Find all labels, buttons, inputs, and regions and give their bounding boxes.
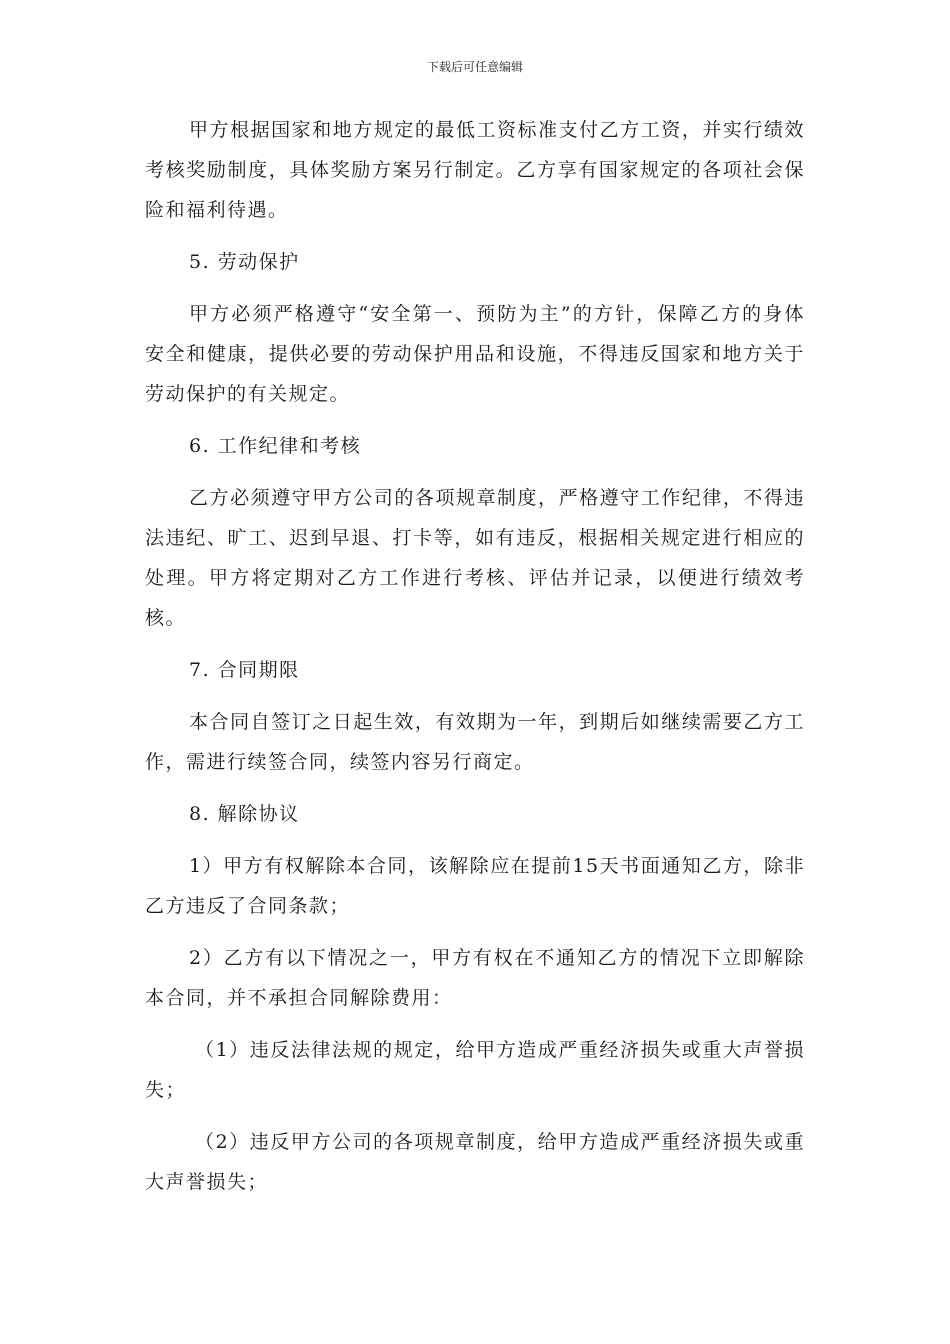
- section-heading-termination: 8. 解除协议: [189, 803, 300, 825]
- sub-list-item-1: （1）违反法律法规的规定，给甲方造成严重经济损失或重大声誉损失；: [145, 1039, 805, 1101]
- document-body: [145, 110, 805, 1214]
- sub-list-item-2: （2）违反甲方公司的各项规章制度，给甲方造成严重经济损失或重大声誉损失；: [145, 1131, 805, 1193]
- paragraph-wage: 甲方根据国家和地方规定的最低工资标准支付乙方工资，并实行绩效考核奖励制度，具体奖励方案另行制定。乙方享有国家规定的各项社会保险和福利待遇。: [145, 119, 805, 221]
- list-item-termination-1: 1）甲方有权解除本合同，该解除应在提前15天书面通知乙方，除非乙方违反了合同条款；: [145, 855, 805, 917]
- section-heading-term: 7. 合同期限: [189, 659, 300, 681]
- section-heading-labor-protection: 5. 劳动保护: [189, 251, 300, 273]
- section-heading-discipline: 6. 工作纪律和考核: [189, 435, 362, 457]
- list-item-termination-2: 2）乙方有以下情况之一，甲方有权在不通知乙方的情况下立即解除本合同，并不承担合同解除费用：: [145, 947, 805, 1009]
- paragraph-discipline: 乙方必须遵守甲方公司的各项规章制度，严格遵守工作纪律，不得违法违纪、旷工、迟到早退、打卡等，如有违反，根据相关规定进行相应的处理。甲方将定期对乙方工作进行考核、评估并记录，以便进行绩效考核。: [145, 487, 805, 629]
- paragraph-term: 本合同自签订之日起生效，有效期为一年，到期后如继续需要乙方工作，需进行续签合同，续签内容另行商定。: [145, 711, 805, 773]
- paragraph-labor-protection: 甲方必须严格遵守“安全第一、预防为主”的方针，保障乙方的身体安全和健康，提供必要的劳动保护用品和设施，不得违反国家和地方关于劳动保护的有关规定。: [145, 303, 805, 405]
- header-note: 下载后可任意编辑: [426, 60, 523, 74]
